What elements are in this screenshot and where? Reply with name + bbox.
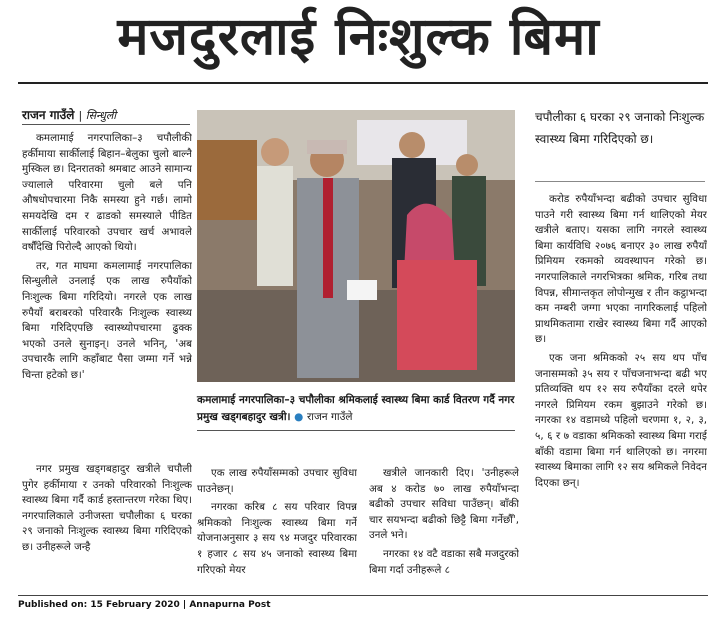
paragraph: एक जना श्रमिकको २५ सय थप पाँच जनासम्मको ३५ सय र पाँचजनाभन्दा बढी भए प्रतिव्यक्ति थप १२ सय रुपैयाँका दरले थपेर नगरले प्रिमियम रकम बुझाउने गरेको छ। नगरका १४ वडामध्ये पहिलो चरणमा १, २, ३, ५, ६ र ७ वडाका श्रमिकको स्वास्थ्य बिमा गराई बाँकी वडामा बिमा गर्न थालिएको छ। नगरमा स्वास्थ्य बिमाका लागि १२ सय श्रमिकले निवेदन दिएका छन्।: [535, 351, 707, 489]
news-photo-illustration: [197, 110, 515, 382]
paragraph: तर, गत माघमा कमलामाई नगरपालिका सिन्धुलीले उनलाई एक लाख रुपैयाँको निःशुल्क बिमा गरिदियो। नगरले एक लाख रुपैयाँ बराबरको परिवारकै निःशुल्क स्वास्थ्य बिमा गरिदिएपछि स्वास्थ्योपचारमा ढुक्क भएको उनले सुनाइन्। उनले भनिन्, 'अब उपचारकै लागि कहाँबाट पैसा जम्मा गर्ने भन्ने चिन्ता हटेको छ।': [22, 259, 192, 381]
article-column-1-continued: [22, 462, 192, 587]
photo-caption: [197, 392, 515, 426]
caption-text: कमलामाई नगरपालिका–३ चपौलीका श्रमिकलाई स्वास्थ्य बिमा कार्ड वितरण गर्दै नगर प्रमुख खड्गबहादुर खत्री।: [197, 394, 515, 423]
bullet-icon: ●: [294, 411, 304, 423]
caption-rule: [197, 430, 515, 431]
article-column-2: [197, 466, 357, 591]
article-column-4-top: चपौलीका ६ घरका २९ जनाको निःशुल्क स्वास्थ्य बिमा गरिदिएको छ।: [535, 110, 705, 146]
byline-place: | सिन्धुली: [78, 109, 117, 122]
article-column-3: [369, 466, 519, 591]
article-column-4: [535, 192, 707, 592]
paragraph: नगरका करिब ८ सय परिवार विपन्न श्रमिकको निःशुल्क स्वास्थ्य बिमा गर्ने योजनाअनुसार ३ सय ९४ मजदुर परिवारका १ हजार ८ सय ४५ जनाको स्वास्थ्य बिमा गरिएको मेयर: [197, 501, 357, 576]
paragraph: एक लाख रुपैयाँसम्मको उपचार सुविधा पाउनेछन्।: [197, 467, 357, 495]
headline: मजदुरलाई निःशुल्क बिमा: [117, 7, 600, 67]
news-photo: [197, 110, 515, 382]
column-rule: [535, 181, 705, 182]
paragraph: नगरका १४ वटै वडाका सबै मजदुरको बिमा गर्दा उनीहरूले ८: [369, 547, 519, 576]
paragraph: नगर प्रमुख खड्गबहादुर खत्रीले चपौली पुगेर हर्कीमाया र उनको परिवारको निःशुल्क स्वास्थ्य बिमा गर्दै कार्ड हस्तान्तरण गरेका थिए। नगरपालिकाले उनीजस्ता चपौलीका ६ घरका २९ जनाको निःशुल्क स्वास्थ्य बिमा गरिदिएको छ। उनीहरूले जन्है: [22, 463, 192, 553]
footer-rule: [18, 595, 708, 596]
paragraph: कमलामाई नगरपालिका–३ चपौलीकी हर्कीमाया सार्कीलाई बिहान–बेलुका चुलो बाल्नै मुस्किल छ। दिनरातको श्रमबाट आउने सामान्य ज्यालाले परिवारमा चुलो बले पनि औषधोपचारमा निकै समस्या हुने गर्छ। लामो समयदेखि दम र ढाडको समस्याले पीडित सार्कीलाई परिवारको उपचार खर्च अभावले वर्षौँदेखि पिरोल्दै आएको थियो।: [22, 132, 192, 254]
byline-rule: [22, 124, 190, 125]
headline-rule: [18, 82, 708, 84]
byline-name: राजन गाउँले: [22, 108, 75, 122]
byline: [22, 106, 192, 123]
caption-credit: राजन गाउँले: [307, 411, 353, 423]
article-column-1: [22, 131, 192, 449]
paragraph: करोड रुपैयाँभन्दा बढीको उपचार सुविधा पाउने गरी स्वास्थ्य बिमा गर्न थालिएको मेयर खत्रीले बताए। यसका लागि नगरले स्वास्थ्य बिमा कार्यविधि २०७६ बनाएर ३० लाख रुपैयाँ प्रिमियम रकमको व्यवस्थापन गरेको छ। नगरपालिकाले नगरभित्रका श्रमिक, गरिब तथा विपन्न, सीमान्तकृत लोपोन्मुख र तीन कट्ठाभन्दा कम नम्बरी जग्गा भएका नागरिकलाई पहिलो प्राथमिकतामा राखेर स्वास्थ्य बिमा गर्दै आएको छ।: [535, 193, 707, 346]
paragraph: खत्रीले जानकारी दिए। 'उनीहरूले अब ४ करोड ७० लाख रुपैयाँभन्दा बढीको उपचार सविधा पाउँछन्। बाँकी चार सयभन्दा बढीको छिट्टै बिमा गर्नेछौँ', उनले भने।: [369, 467, 519, 542]
publication-footer: Published on: 15 February 2020 | Annapurna Post: [18, 600, 271, 610]
